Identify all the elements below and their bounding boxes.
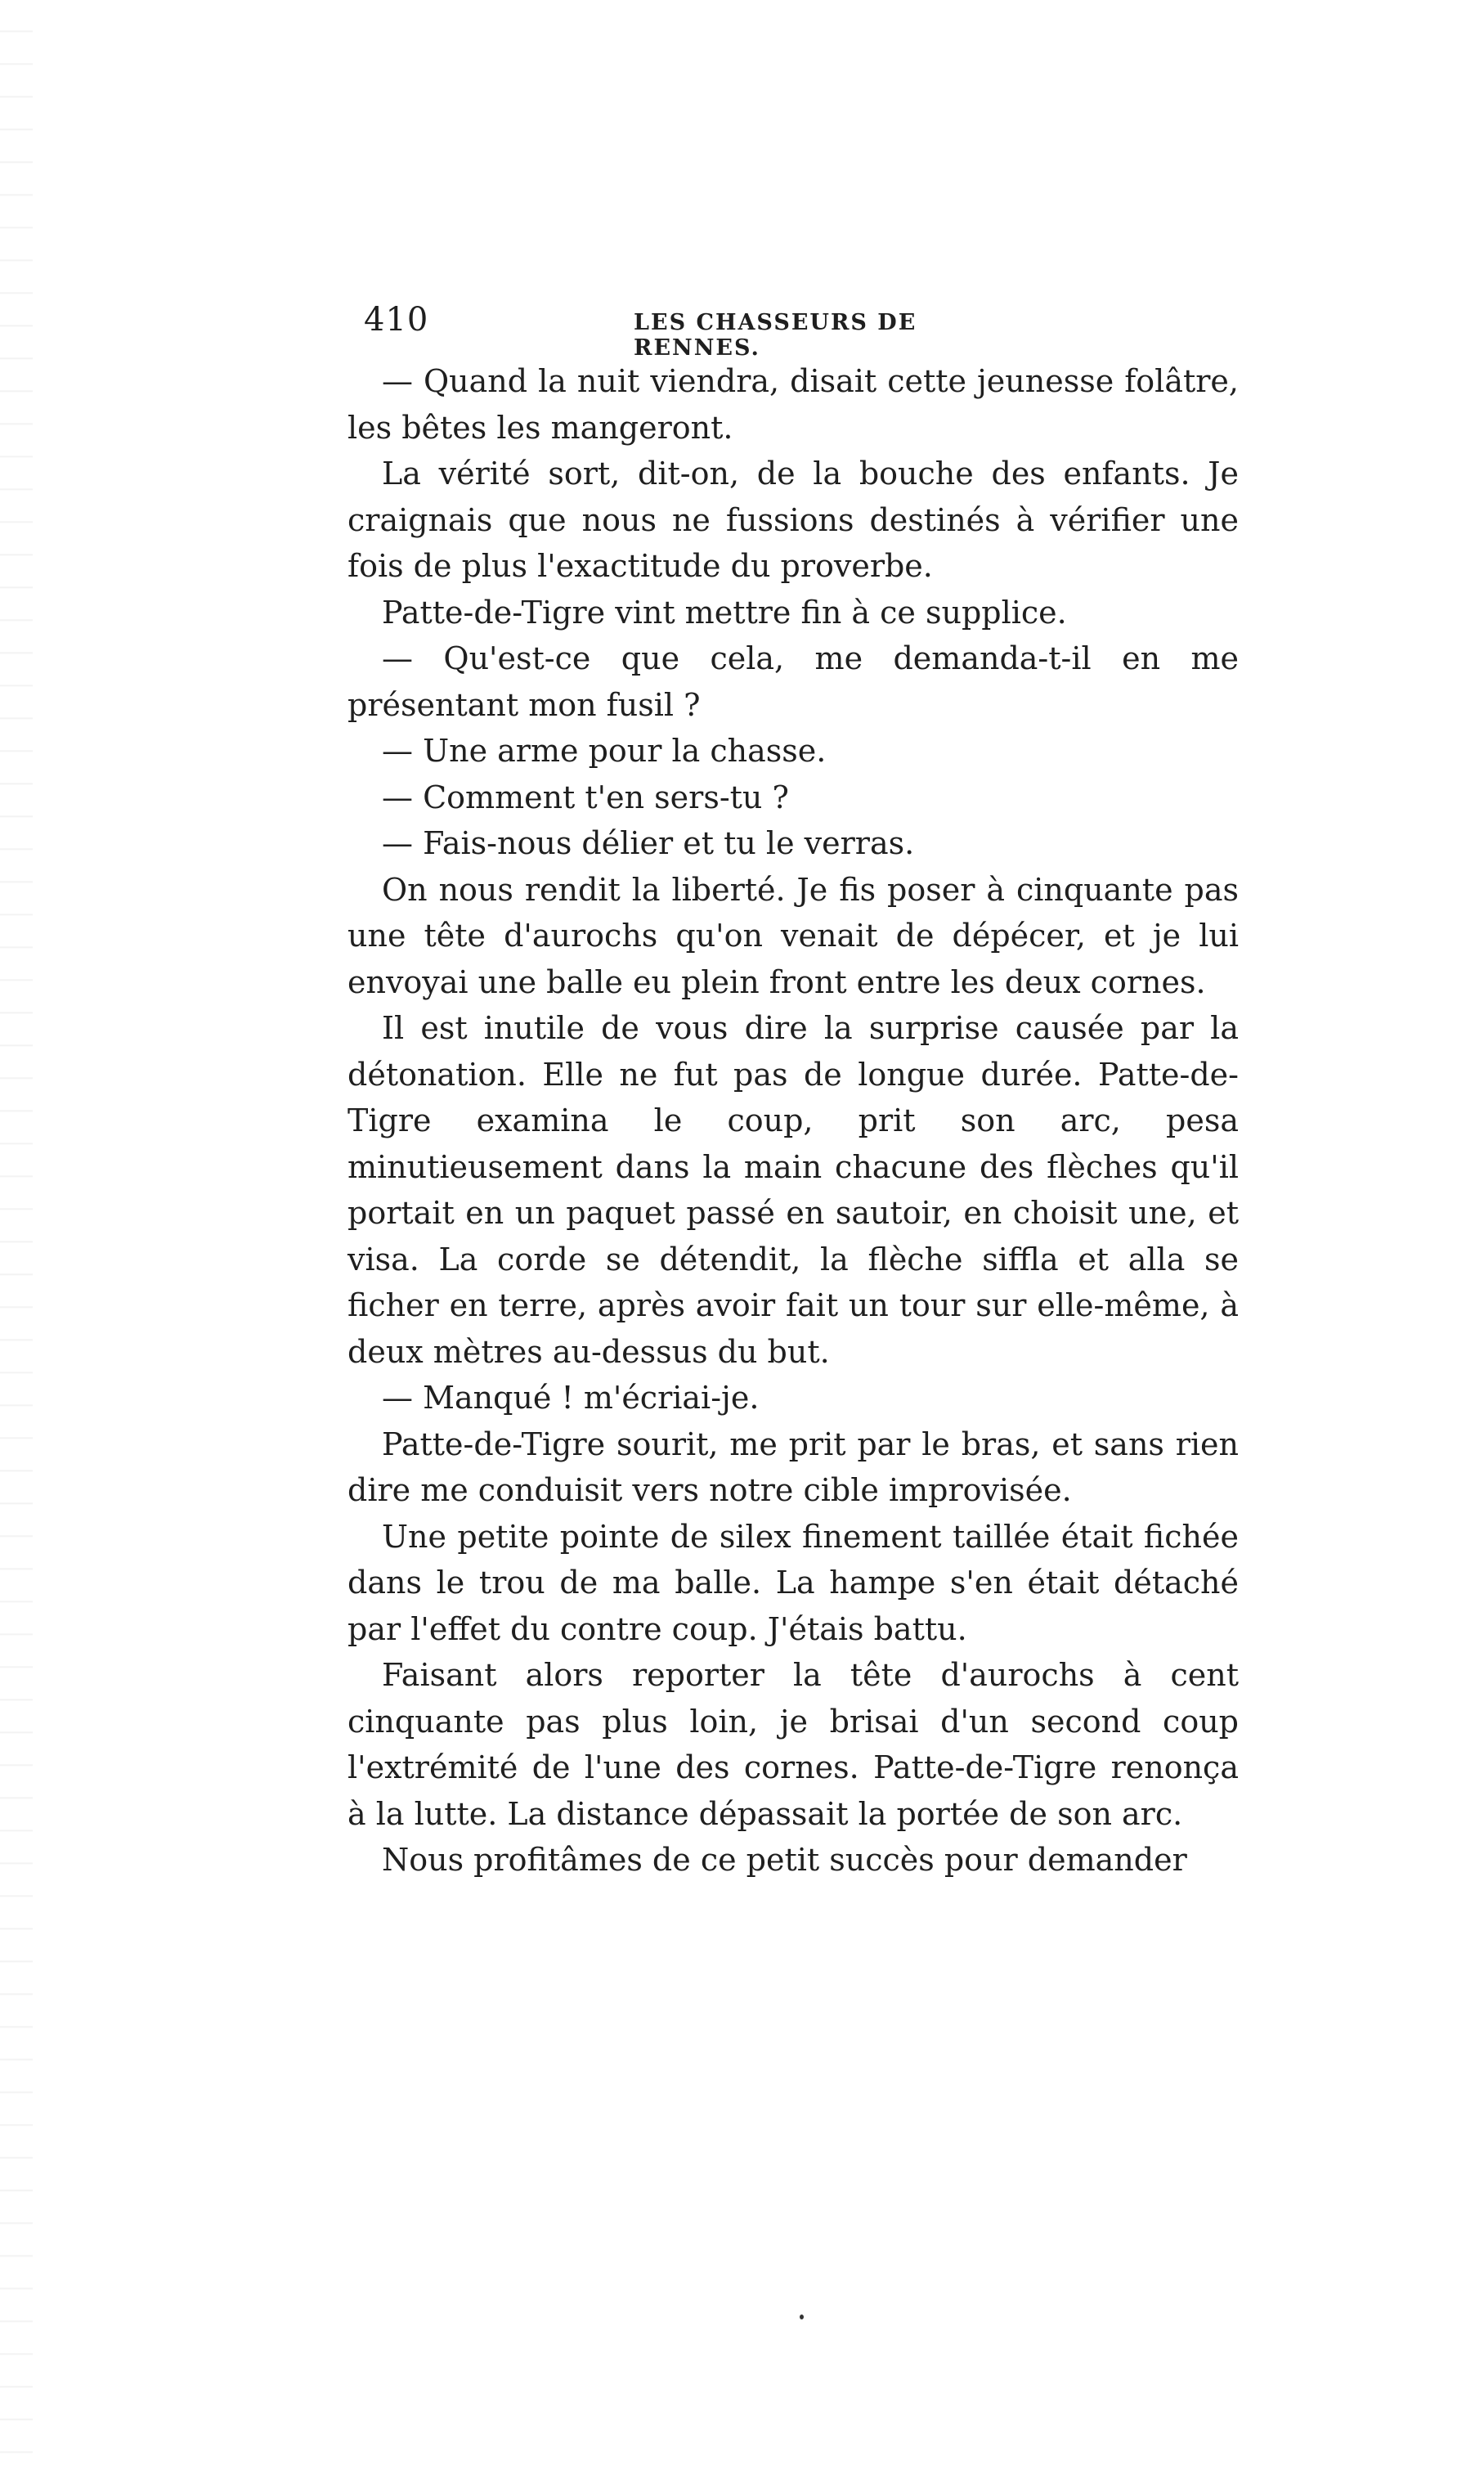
paragraph: Une petite pointe de silex finement taillée était fichée dans le trou de ma balle. La hampe s'en était détaché par l'effet du contre coup. J'étais battu.	[347, 1518, 1239, 1647]
paragraph: On nous rendit la liberté. Je fis poser à cinquante pas une tête d'aurochs qu'on venait de dépécer, et je lui envoyai une balle eu plein front entre les deux cornes.	[347, 871, 1239, 1000]
paragraph: — Quand la nuit viendra, disait cette jeunesse folâtre, les bêtes les mangeront.	[347, 363, 1239, 446]
body-text	[347, 358, 1239, 1884]
ink-speck	[800, 2315, 804, 2319]
page-number: 410	[364, 301, 429, 339]
paragraph: Nous profitâmes de ce petit succès pour demander	[382, 1842, 1187, 1878]
paragraph: Patte-de-Tigre sourit, me prit par le bras, et sans rien dire me conduisit vers notre cible improvisée.	[347, 1426, 1239, 1508]
paragraph: — Comment t'en sers-tu ?	[382, 779, 789, 815]
paragraph: Patte-de-Tigre vint mettre fin à ce supplice.	[382, 594, 1067, 631]
paragraph: — Fais-nous délier et tu le verras.	[382, 825, 915, 861]
paragraph: La vérité sort, dit-on, de la bouche des enfants. Je craignais que nous ne fussions destinés à vérifier une fois de plus l'exactitude du proverbe.	[347, 456, 1239, 584]
paragraph: Faisant alors reporter la tête d'aurochs à cent cinquante pas plus loin, je brisai d'un second coup l'extrémité de l'une des cornes. Patte-de-Tigre renonça à la lutte. La distance dépassait la portée de son arc.	[347, 1657, 1239, 1832]
paragraph: — Qu'est-ce que cela, me demanda-t-il en me présentant mon fusil ?	[347, 640, 1239, 723]
scan-edge-noise	[0, 0, 33, 2465]
paragraph: Il est inutile de vous dire la surprise causée par la détonation. Elle ne fut pas de longue durée. Patte-de-Tigre examina le coup, prit son arc, pesa minutieusement dans la main chacune des flèches qu'il portait en un paquet passé en sautoir, en choisit une, et visa. La corde se détendit, la flèche siffla et alla se ficher en terre, après avoir fait un tour sur elle-même, à deux mètres au-dessus du but.	[347, 1010, 1239, 1370]
paragraph: — Une arme pour la chasse.	[382, 733, 827, 769]
paragraph: — Manqué ! m'écriai-je.	[382, 1380, 760, 1416]
page-header	[364, 301, 1010, 361]
running-title: LES CHASSEURS DE RENNES.	[634, 310, 917, 361]
